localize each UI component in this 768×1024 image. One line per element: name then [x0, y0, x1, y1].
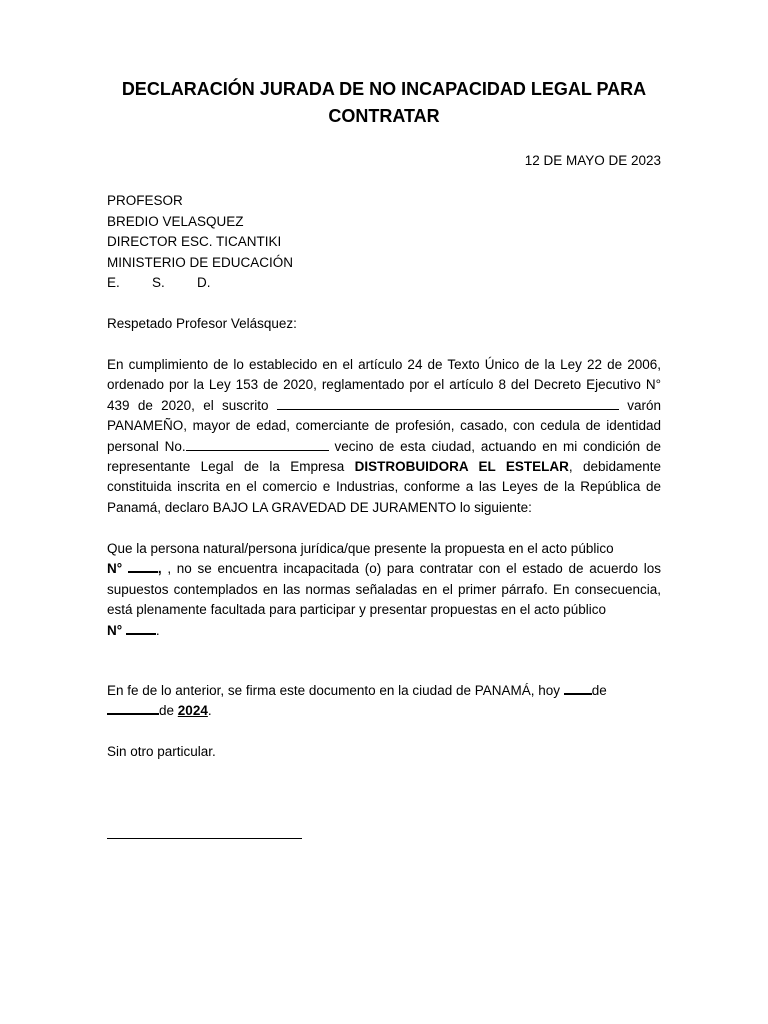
id-number-blank — [186, 438, 329, 451]
paragraph-capacity: Que la persona natural/persona jurídica/que presente la propuesta en el acto público N° , , no se encuentra incapacitada (o) para contratar con el estado de acuerdo los supuestos contemplados en las normas señaladas en el primer párrafo. En consecuencia, está plenamente facultada para participar y presentar propuestas en el acto público N° . — [107, 539, 661, 641]
closing-text: Sin otro particular. — [107, 744, 216, 759]
p2-end: . — [155, 622, 160, 638]
p3-end: . — [207, 703, 212, 719]
p3-part1: En fe de lo anterior, se firma este documento en la ciudad de PANAMÁ, hoy — [107, 683, 561, 698]
addressee-line-3: DIRECTOR ESC. TICANTIKI — [107, 234, 282, 249]
p2-part2: , no se encuentra incapacitada (o) para contratar con el estado de acuerdo los supuestos contemplados en las normas señaladas en el primer párrafo. En consecuencia, está plenamente facultada para participar y presentar propuestas en el acto público — [107, 561, 661, 618]
title-line-1: DECLARACIÓN JURADA DE NO INCAPACIDAD LEGAL PARA — [121, 79, 647, 99]
act-number-label: N° — [107, 561, 123, 577]
p3-de1: de — [591, 683, 607, 698]
p1-part1: En cumplimiento de lo establecido en el artículo 24 de Texto Único de la Ley 22 de 2006, ordenado por la Ley 153 de 2020, reglamentado por el artículo 8 del Decreto Ejecutivo N° 439 de 2020, el suscrito — [107, 357, 661, 413]
addressee-line-4: MINISTERIO DE EDUCACIÓN — [107, 254, 294, 270]
day-blank — [564, 681, 592, 695]
salutation: Respetado Profesor Velásquez: — [107, 316, 297, 331]
p1-part3: vecino de esta ciudad, actuando en mi condición de representante Legal de la Empresa — [107, 438, 661, 475]
addressee-line-1: PROFESOR — [107, 193, 183, 208]
paragraph-declaration — [107, 355, 661, 518]
act-number-blank-2 — [126, 621, 156, 635]
company-name: DISTROBUIDORA EL ESTELAR — [354, 459, 569, 475]
title-line-2: CONTRATAR — [328, 106, 440, 126]
p1-part2: varón PANAMEÑO, mayor de edad, comerciante de profesión, casado, con cedula de identidad personal No. — [107, 397, 661, 454]
document-date: 12 DE MAYO DE 2023 — [524, 153, 661, 168]
act-number-blank — [128, 559, 158, 573]
addressee-line-2: BREDIO VELASQUEZ — [107, 213, 244, 229]
addressee-block — [107, 191, 293, 294]
esd-d: D. — [197, 275, 211, 290]
year-value: 2024 — [177, 703, 208, 719]
p3-line2 — [107, 701, 661, 721]
name-blank — [277, 397, 619, 410]
act-number-label-2: N° — [107, 622, 123, 638]
esd-s: S. — [152, 275, 165, 290]
document-title — [100, 76, 668, 130]
month-blank — [107, 701, 159, 715]
esd-e: E. — [107, 275, 120, 290]
esd-line — [107, 273, 293, 294]
p2-line1: Que la persona natural/persona jurídica/que presente la propuesta en el acto público — [107, 541, 614, 556]
p1-part4: , debidamente constituida inscrita en el comercio e Industrias, conforme a las Leyes de la República de Panamá, declaro BAJO LA GRAVEDAD DE JURAMENTO lo siguiente: — [107, 459, 662, 515]
p3-de2: de — [159, 703, 175, 719]
paragraph-signing — [107, 681, 661, 722]
p2-last-line — [107, 621, 661, 641]
signature-line — [107, 838, 302, 839]
